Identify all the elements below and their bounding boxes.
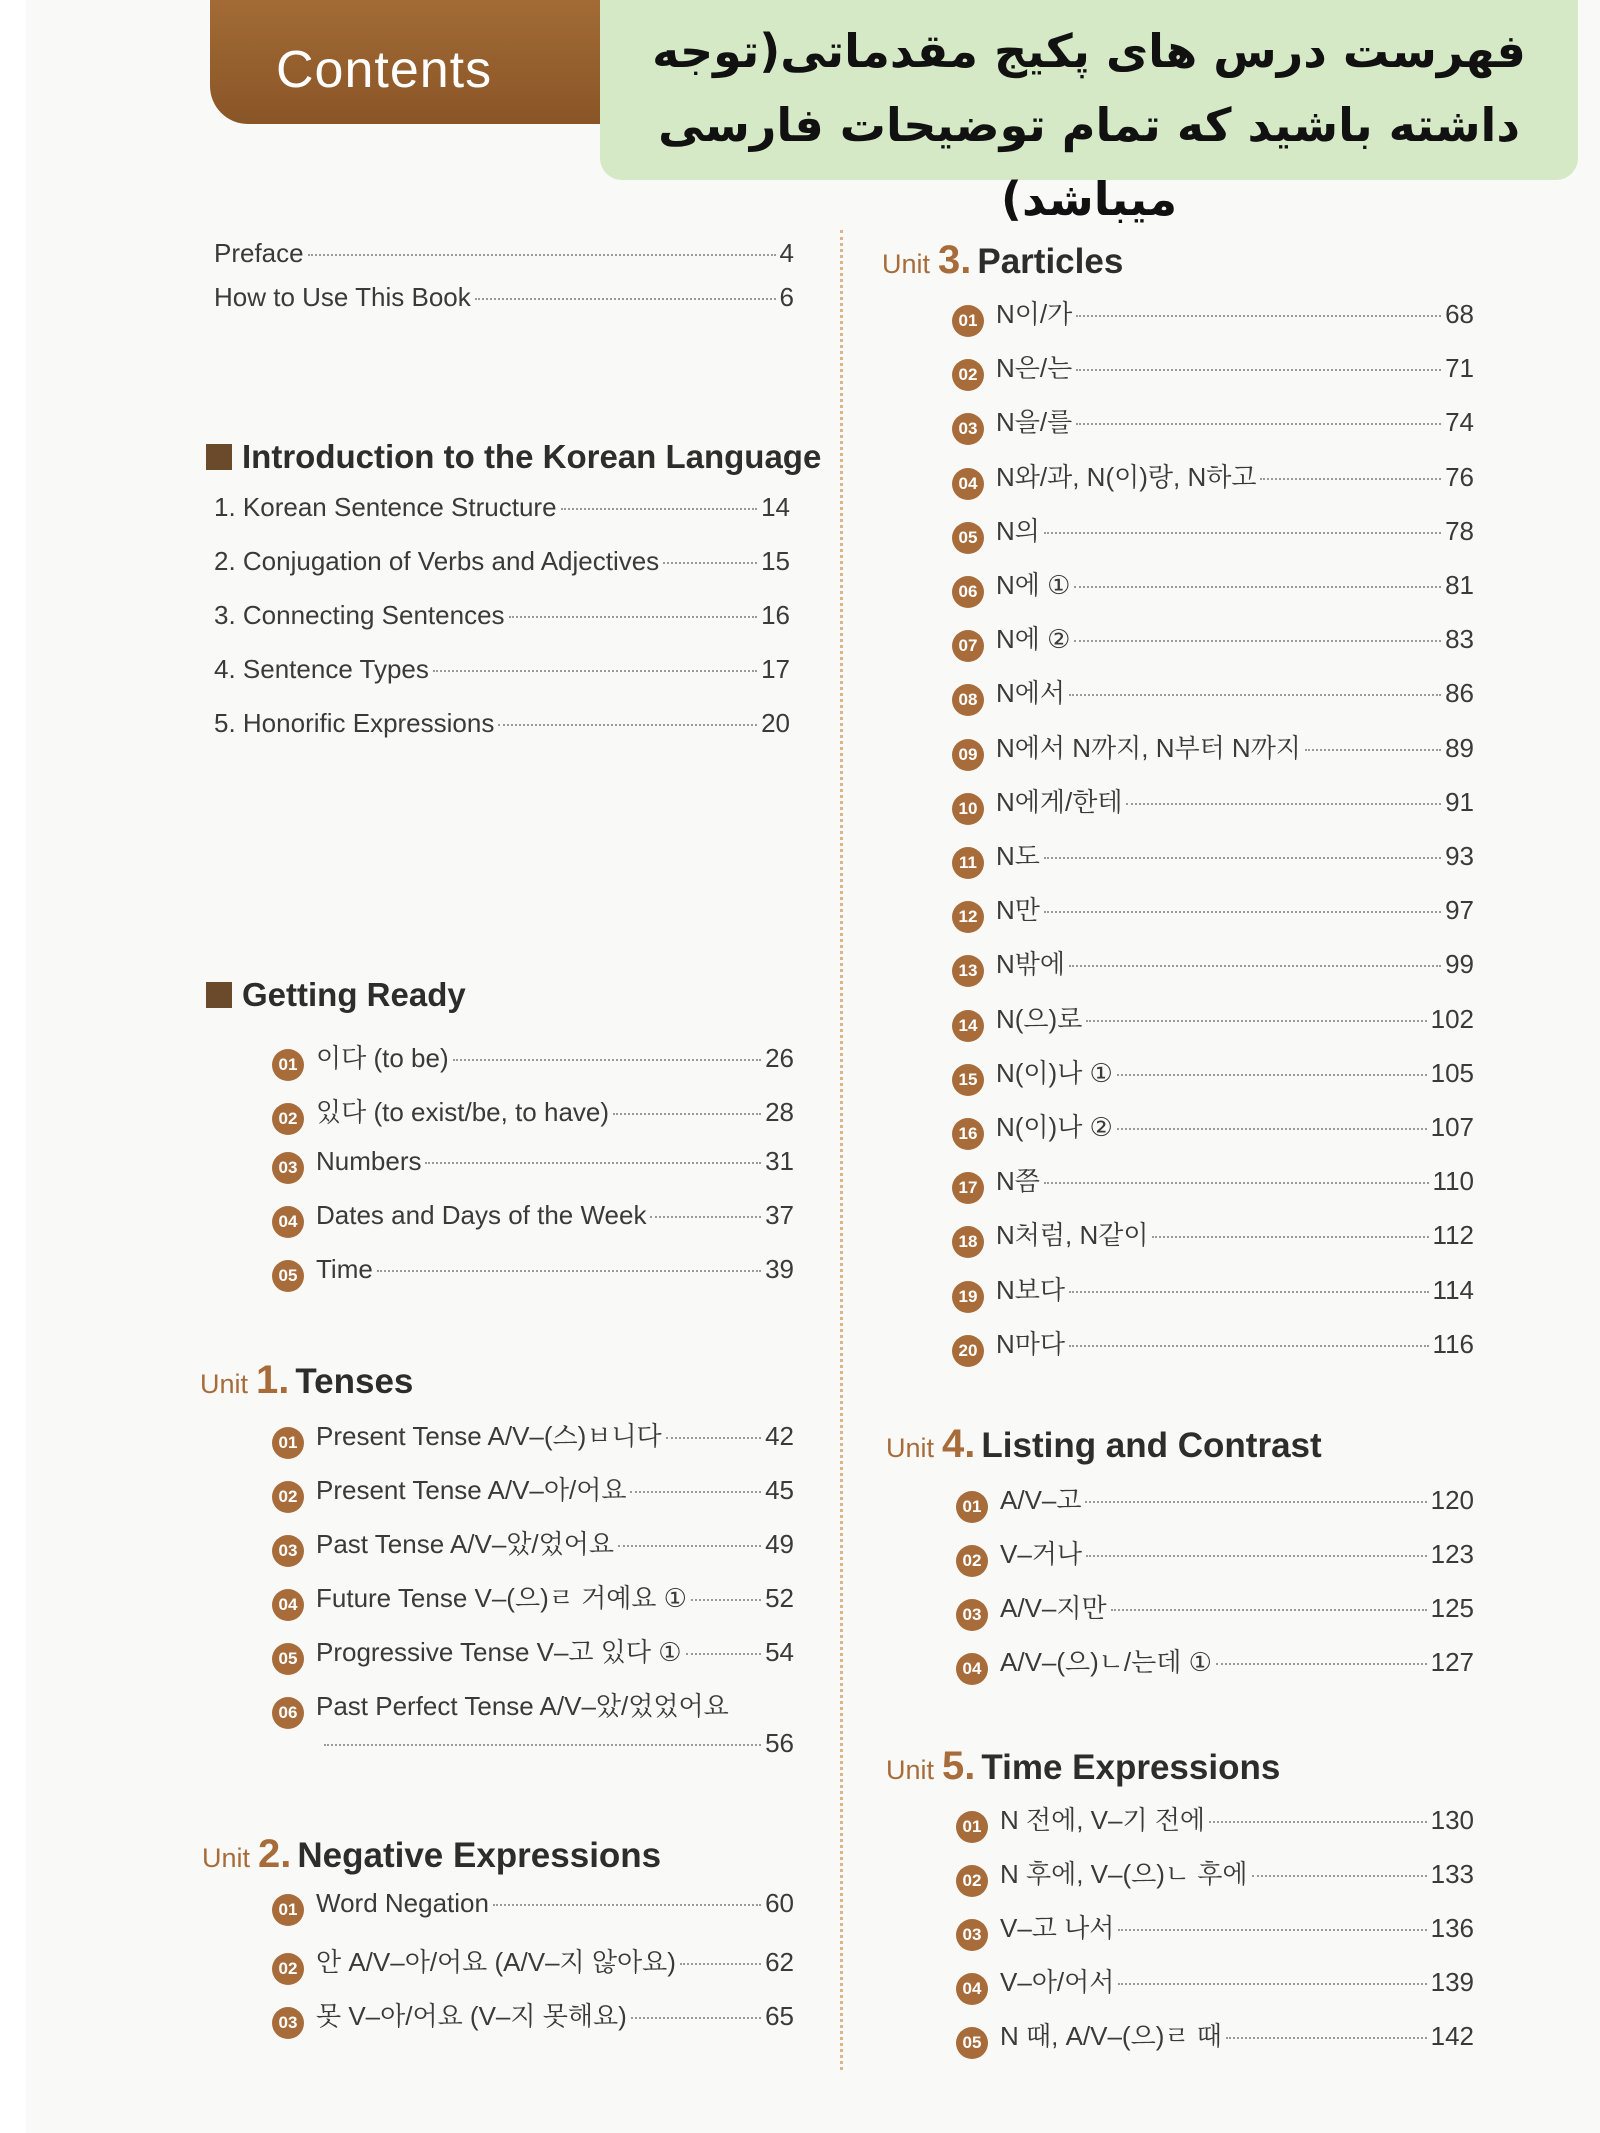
dot-leader [1044, 857, 1441, 859]
page-number: 83 [1445, 624, 1474, 655]
toc-entry[interactable] [952, 890, 1474, 930]
entry-label: How to Use This Book [214, 282, 471, 312]
page-number: 89 [1445, 732, 1474, 763]
unit-word: Unit [200, 1369, 249, 1399]
dot-leader [650, 1216, 761, 1218]
unit-number: 4. [942, 1422, 976, 1466]
entry-label: 못 V–아/어요 (V–지 못해요) [316, 2001, 627, 2031]
entry-label: N에 ② [996, 624, 1071, 655]
dot-leader [1086, 1020, 1426, 1022]
entry-label: Dates and Days of the Week [316, 1200, 647, 1230]
dot-leader [1152, 1236, 1428, 1238]
lesson-number-badge: 01 [272, 1049, 304, 1081]
unit-title: Particles [977, 242, 1124, 281]
entry-label: V–아/어서 [1000, 1967, 1115, 1997]
toc-entry[interactable] [272, 1686, 794, 1726]
dot-leader [618, 1545, 761, 1547]
lesson-number-badge: 02 [956, 1865, 988, 1897]
lesson-number-badge: 04 [956, 1973, 988, 2005]
toc-entry[interactable] [952, 1215, 1474, 1255]
unit-number: 2. [258, 1832, 292, 1876]
page-number: 123 [1430, 1539, 1474, 1569]
entry-label: N밖에 [996, 949, 1066, 980]
page-number: 107 [1430, 1112, 1474, 1142]
entry-label: N만 [996, 895, 1040, 926]
page-number: 142 [1430, 2021, 1474, 2051]
lesson-number-badge: 06 [272, 1697, 304, 1729]
toc-entry[interactable] [956, 2016, 1474, 2056]
toc-entry[interactable] [956, 1962, 1474, 2002]
entry-label: A/V–고 [1000, 1485, 1082, 1515]
lesson-number-badge: 03 [272, 1535, 304, 1567]
entry-label: N(이)나 ② [996, 1112, 1113, 1142]
toc-entry[interactable] [952, 348, 1474, 388]
page-number: 4 [779, 238, 794, 268]
toc-entry[interactable] [956, 1588, 1474, 1628]
lesson-number-badge: 18 [952, 1226, 984, 1258]
dot-leader [1069, 1291, 1429, 1293]
entry-label: 4. Sentence Types [214, 654, 429, 684]
lesson-number-badge: 15 [952, 1064, 984, 1096]
toc-entry[interactable] [952, 728, 1474, 768]
page-number: 127 [1430, 1647, 1474, 1677]
entry-label: N마다 [996, 1328, 1066, 1359]
page-title: Contents [276, 41, 493, 99]
entry-label: N처럼, N같이 [996, 1220, 1149, 1251]
page-number: 125 [1430, 1593, 1474, 1623]
page-number: 97 [1445, 895, 1474, 926]
dot-leader [425, 1162, 761, 1164]
page-number: 60 [765, 1888, 794, 1918]
dot-leader [433, 670, 757, 672]
page-number: 99 [1445, 949, 1474, 980]
toc-entry[interactable] [272, 1146, 794, 1186]
dot-leader [1044, 1182, 1429, 1184]
dot-leader [1085, 1501, 1426, 1503]
unit-title: Tenses [295, 1362, 414, 1401]
unit-number: 1. [256, 1358, 290, 1402]
page-number: 78 [1445, 515, 1474, 546]
lesson-number-badge: 03 [952, 413, 984, 445]
entry-label: N에게/한테 [996, 786, 1123, 817]
toc-entry[interactable] [956, 1480, 1474, 1520]
entry-label: 이다 (to be) [316, 1043, 449, 1073]
page-number: 62 [765, 1947, 794, 1977]
toc-entry[interactable] [272, 1092, 794, 1132]
entry-label: N을/를 [996, 407, 1073, 438]
toc-entry[interactable] [272, 1524, 794, 1564]
lesson-number-badge: 02 [272, 1953, 304, 1985]
entry-label: Present Tense A/V–(스)ㅂ니다 [316, 1421, 662, 1451]
dot-leader [1086, 1555, 1427, 1557]
toc-entry[interactable] [952, 457, 1474, 497]
lesson-number-badge: 05 [272, 1643, 304, 1675]
lesson-number-badge: 01 [956, 1491, 988, 1523]
toc-entry[interactable] [956, 1908, 1474, 1948]
toc-entry-continuation[interactable] [320, 1728, 794, 1768]
unit-heading [200, 1358, 413, 1403]
dot-leader [1074, 586, 1441, 588]
page-number: 102 [1430, 1003, 1474, 1034]
dot-leader [686, 1653, 762, 1655]
lesson-number-badge: 12 [952, 901, 984, 933]
entry-label: Past Perfect Tense A/V–았/었었어요 [316, 1691, 729, 1721]
dot-leader [498, 724, 757, 726]
dot-leader [1305, 749, 1441, 751]
entry-label: Word Negation [316, 1888, 489, 1918]
page-number: 37 [765, 1200, 794, 1230]
lesson-number-badge: 13 [952, 955, 984, 987]
page-number: 110 [1432, 1166, 1474, 1197]
dot-leader [1074, 640, 1441, 642]
lesson-number-badge: 11 [952, 847, 984, 879]
entry-label: N이/가 [996, 299, 1073, 329]
toc-entry[interactable] [956, 1534, 1474, 1574]
section-heading [206, 976, 466, 1014]
page-number: 76 [1445, 461, 1474, 492]
page-number: 133 [1430, 1859, 1474, 1889]
toc-entry[interactable] [214, 492, 790, 532]
dot-leader [475, 298, 776, 300]
entry-label: N에 ① [996, 570, 1071, 600]
entry-label: Progressive Tense V–고 있다 ① [316, 1637, 682, 1667]
entry-label: N의 [996, 515, 1040, 546]
lesson-number-badge: 17 [952, 1172, 984, 1204]
lesson-number-badge: 20 [952, 1335, 984, 1367]
column-divider [840, 230, 843, 2070]
lesson-number-badge: 05 [956, 2027, 988, 2059]
page-number: 49 [765, 1529, 794, 1559]
entry-label: Time [316, 1254, 373, 1284]
toc-entry[interactable] [952, 836, 1474, 876]
dot-leader [1117, 1074, 1427, 1076]
dot-leader [324, 1744, 761, 1746]
entry-label: N보다 [996, 1274, 1066, 1305]
entry-label: Past Tense A/V–았/었어요 [316, 1529, 615, 1559]
section-heading [206, 438, 821, 476]
dot-leader [308, 254, 776, 256]
entry-label: N(으)로 [996, 1003, 1083, 1034]
page-number: 114 [1432, 1274, 1474, 1305]
dot-leader [691, 1599, 761, 1601]
lesson-number-badge: 10 [952, 793, 984, 825]
page-number: 112 [1432, 1220, 1474, 1251]
page-number: 81 [1445, 570, 1474, 600]
toc-entry[interactable] [952, 565, 1474, 605]
toc-entry[interactable] [214, 546, 790, 586]
unit-number: 5. [942, 1744, 976, 1788]
page-number: 86 [1445, 678, 1474, 709]
unit-word: Unit [886, 1755, 935, 1785]
dot-leader [1118, 1929, 1426, 1931]
dot-leader [631, 2017, 761, 2019]
lesson-number-badge: 06 [952, 576, 984, 608]
unit-word: Unit [886, 1433, 935, 1463]
dot-leader [680, 1963, 761, 1965]
page-number: 139 [1430, 1967, 1474, 1997]
toc-entry[interactable] [952, 944, 1474, 984]
toc-entry[interactable] [272, 1578, 794, 1618]
toc-entry[interactable] [956, 1642, 1474, 1682]
entry-label: N에서 [996, 678, 1066, 709]
toc-entry[interactable] [214, 708, 790, 748]
toc-entry[interactable] [952, 402, 1474, 442]
dot-leader [1209, 1821, 1427, 1823]
page-number: 16 [761, 600, 790, 630]
page-number: 65 [765, 2001, 794, 2031]
toc-entry[interactable] [952, 1270, 1474, 1310]
entry-label: Preface [214, 238, 304, 268]
dot-leader [1252, 1875, 1427, 1877]
section-bullet-square [206, 444, 232, 470]
dot-leader [1216, 1663, 1427, 1665]
entry-label: 3. Connecting Sentences [214, 600, 505, 630]
dot-leader [1044, 532, 1441, 534]
entry-label: N은/는 [996, 353, 1073, 384]
dot-leader [663, 562, 757, 564]
page-number: 26 [765, 1043, 794, 1073]
lesson-number-badge: 02 [952, 359, 984, 391]
entry-label: N(이)나 ① [996, 1057, 1113, 1088]
page-number: 130 [1430, 1805, 1474, 1835]
lesson-number-badge: 01 [272, 1427, 304, 1459]
entry-label: N와/과, N(이)랑, N하고 [996, 461, 1257, 492]
page-number: 120 [1430, 1485, 1474, 1515]
persian-note-banner [600, 0, 1578, 226]
lesson-number-badge: 03 [956, 1599, 988, 1631]
entry-label: 1. Korean Sentence Structure [214, 492, 557, 522]
entry-label: 있다 (to exist/be, to have) [316, 1097, 610, 1127]
lesson-number-badge: 05 [272, 1260, 304, 1292]
dot-leader [493, 1904, 761, 1906]
lesson-number-badge: 03 [272, 2007, 304, 2039]
unit-heading [202, 1832, 661, 1877]
dot-leader [1076, 315, 1441, 317]
lesson-number-badge: 02 [272, 1481, 304, 1513]
lesson-number-badge: 02 [272, 1103, 304, 1135]
entry-label: N 때, A/V–(으)ㄹ 때 [1000, 2021, 1222, 2051]
section-bullet-square [206, 982, 232, 1008]
toc-entry[interactable] [214, 654, 790, 694]
toc-entry[interactable] [272, 1416, 794, 1456]
entry-label: 2. Conjugation of Verbs and Adjectives [214, 546, 660, 576]
entry-label: A/V–(으)ㄴ/는데 ① [1000, 1647, 1212, 1677]
dot-leader [1117, 1128, 1427, 1130]
lesson-number-badge: 04 [956, 1653, 988, 1685]
toc-entry[interactable] [952, 782, 1474, 822]
unit-heading [882, 238, 1123, 283]
page-number: 71 [1445, 353, 1474, 384]
toc-entry[interactable] [952, 1053, 1474, 1093]
unit-number: 3. [938, 238, 972, 282]
section-title: Getting Ready [242, 976, 466, 1013]
lesson-number-badge: 01 [952, 305, 984, 337]
dot-leader [1226, 2037, 1427, 2039]
dot-leader [377, 1270, 761, 1272]
toc-entry[interactable] [272, 1632, 794, 1672]
toc-entry[interactable] [214, 238, 794, 278]
toc-entry[interactable] [952, 1324, 1474, 1364]
page-number: 20 [761, 708, 790, 738]
toc-entry[interactable] [952, 294, 1474, 334]
entry-label: N쯤 [996, 1166, 1040, 1197]
toc-entry[interactable] [272, 1254, 794, 1294]
page-number: 31 [765, 1146, 794, 1176]
entry-label: 안 A/V–아/어요 (A/V–지 않아요) [316, 1947, 676, 1977]
entry-label: N 후에, V–(으)ㄴ 후에 [1000, 1859, 1248, 1889]
page-number: 93 [1445, 841, 1474, 871]
lesson-number-badge: 03 [272, 1152, 304, 1184]
toc-entry[interactable] [952, 673, 1474, 713]
page-number: 6 [779, 282, 794, 312]
page-number: 136 [1430, 1913, 1474, 1943]
lesson-number-badge: 04 [952, 468, 984, 500]
dot-leader [1069, 965, 1441, 967]
lesson-number-badge: 14 [952, 1010, 984, 1042]
entry-label: Present Tense A/V–아/어요 [316, 1475, 627, 1505]
lesson-number-badge: 19 [952, 1281, 984, 1313]
toc-entry[interactable] [272, 1888, 794, 1928]
lesson-number-badge: 01 [956, 1811, 988, 1843]
dot-leader [1069, 694, 1441, 696]
unit-heading [886, 1744, 1280, 1789]
page-number: 52 [765, 1583, 794, 1613]
dot-leader [509, 616, 758, 618]
dot-leader [1111, 1609, 1427, 1611]
toc-entry[interactable] [956, 1854, 1474, 1894]
page-number: 116 [1432, 1328, 1474, 1359]
lesson-number-badge: 05 [952, 522, 984, 554]
entry-label: 5. Honorific Expressions [214, 708, 495, 738]
page-number: 91 [1445, 786, 1474, 817]
page-number: 105 [1430, 1057, 1474, 1088]
toc-entry[interactable] [952, 619, 1474, 659]
entry-label: Future Tense V–(으)ㄹ 거예요 ① [316, 1583, 687, 1613]
unit-word: Unit [882, 249, 931, 279]
lesson-number-badge: 16 [952, 1118, 984, 1150]
unit-heading [886, 1422, 1322, 1467]
unit-title: Time Expressions [981, 1748, 1281, 1787]
toc-entry[interactable] [952, 511, 1474, 551]
dot-leader [1118, 1983, 1426, 1985]
toc-entry[interactable] [272, 1996, 794, 2036]
page-number: 74 [1445, 407, 1474, 438]
toc-entry[interactable] [214, 282, 794, 322]
toc-entry[interactable] [952, 1107, 1474, 1147]
entry-label: A/V–지만 [1000, 1593, 1107, 1623]
page-number: 39 [765, 1254, 794, 1284]
entry-label: N에서 N까지, N부터 N까지 [996, 732, 1301, 763]
dot-leader [1044, 911, 1441, 913]
dot-leader [453, 1059, 761, 1061]
page-number: 45 [765, 1475, 794, 1505]
lesson-number-badge: 01 [272, 1894, 304, 1926]
lesson-number-badge: 04 [272, 1589, 304, 1621]
toc-entry[interactable] [952, 999, 1474, 1039]
page-number: 54 [765, 1637, 794, 1667]
section-title: Introduction to the Korean Language [242, 438, 822, 475]
dot-leader [1076, 423, 1441, 425]
toc-entry[interactable] [952, 1161, 1474, 1201]
unit-title: Listing and Contrast [981, 1426, 1322, 1465]
page-number: 28 [765, 1097, 794, 1127]
unit-title: Negative Expressions [297, 1836, 662, 1875]
entry-label: Numbers [316, 1146, 422, 1176]
entry-label: V–거나 [1000, 1539, 1083, 1569]
dot-leader [1126, 803, 1441, 805]
lesson-number-badge: 08 [952, 684, 984, 716]
entry-label: V–고 나서 [1000, 1913, 1115, 1943]
entry-label: N 전에, V–기 전에 [1000, 1805, 1206, 1835]
toc-entry[interactable] [272, 1942, 794, 1982]
dot-leader [630, 1491, 761, 1493]
page-number: 15 [761, 546, 790, 576]
toc-entry[interactable] [214, 600, 790, 640]
lesson-number-badge: 03 [956, 1919, 988, 1951]
dot-leader [666, 1437, 761, 1439]
page-number: 56 [765, 1728, 794, 1758]
unit-word: Unit [202, 1843, 251, 1873]
toc-entry[interactable] [272, 1200, 794, 1240]
toc-entry[interactable] [272, 1470, 794, 1510]
page-number: 17 [761, 654, 790, 684]
banner-text: فهرست درس های پکیج مقدماتی(توجه داشته باشید که تمام توضیحات فارسی میباشد) [652, 24, 1526, 226]
lesson-number-badge: 07 [952, 630, 984, 662]
page-number: 68 [1445, 299, 1474, 329]
lesson-number-badge: 04 [272, 1206, 304, 1238]
lesson-number-badge: 09 [952, 739, 984, 771]
lesson-number-badge: 02 [956, 1545, 988, 1577]
dot-leader [1076, 369, 1441, 371]
toc-entry[interactable] [956, 1800, 1474, 1840]
entry-label: N도 [996, 841, 1040, 871]
toc-entry[interactable] [272, 1038, 794, 1078]
dot-leader [1260, 478, 1441, 480]
page-number: 42 [765, 1421, 794, 1451]
dot-leader [561, 508, 758, 510]
page-number: 14 [761, 492, 790, 522]
dot-leader [613, 1113, 761, 1115]
dot-leader [1069, 1345, 1429, 1347]
